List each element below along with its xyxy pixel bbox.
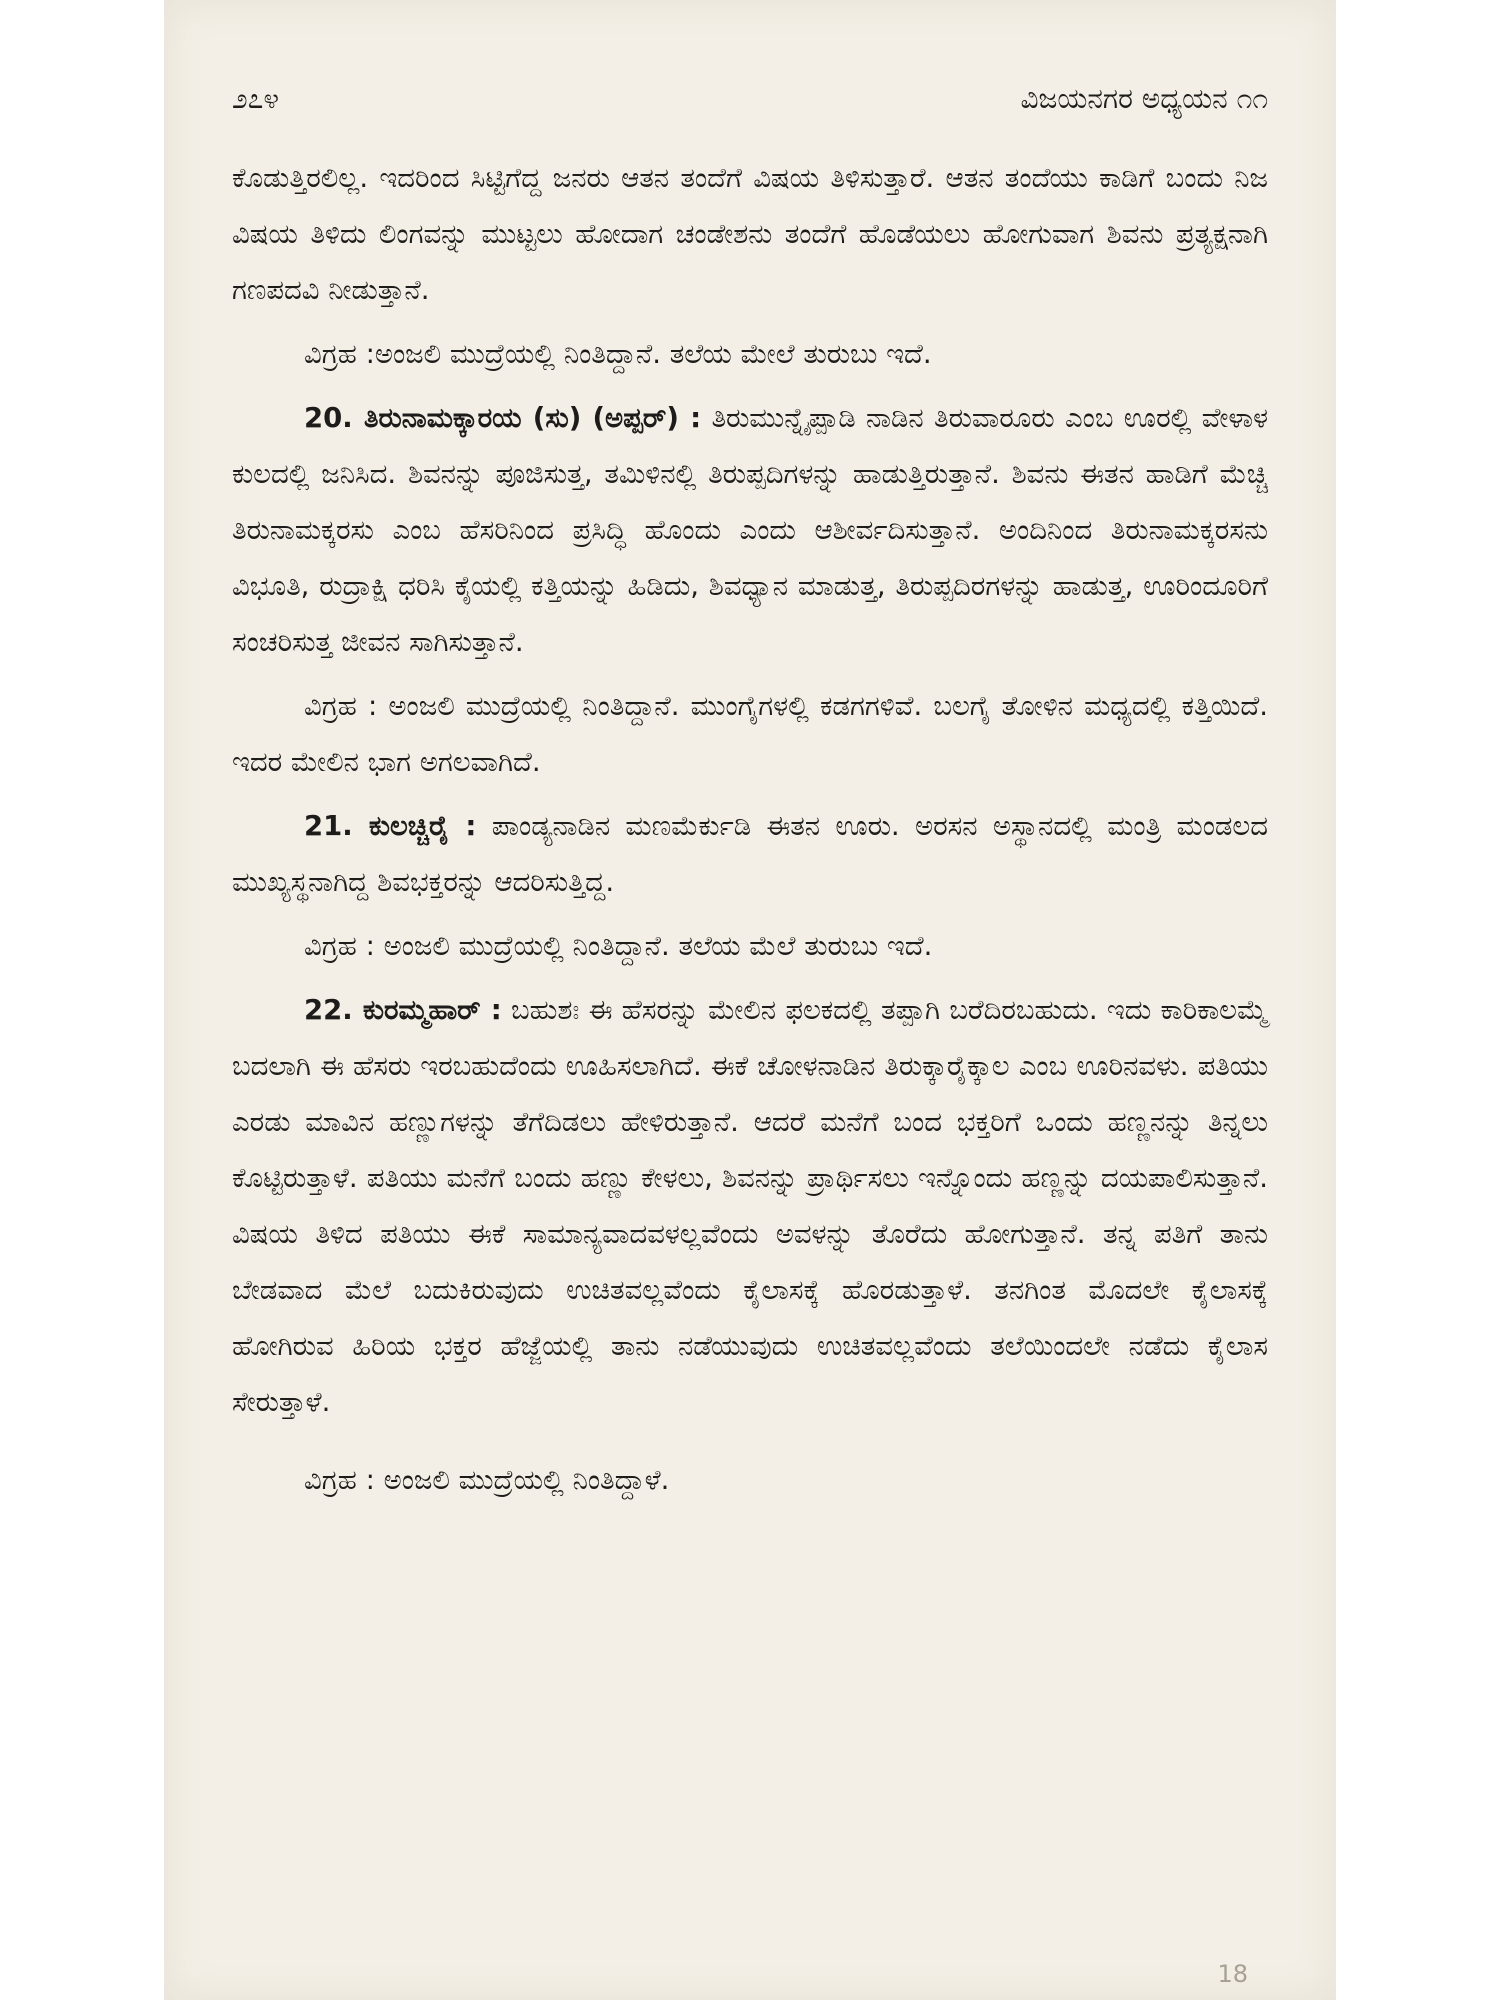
paragraph-vigraha-1 <box>232 326 1268 382</box>
paragraph-vigraha-4 <box>232 1452 1268 1508</box>
entry-heading: 20. ತಿರುನಾಮಕ್ಕಾರಯ (ಸು) (ಅಪ್ಪರ್) : <box>304 402 702 434</box>
paragraph-text: ಕೊಡುತ್ತಿರಲಿಲ್ಲ. ಇದರಿಂದ ಸಿಟ್ಟಿಗೆದ್ದ ಜನರು ಆತನ ತಂದೆಗೆ ವಿಷಯ ತಿಳಿಸುತ್ತಾರೆ. ಆತನ ತಂದೆಯು ಕಾಡಿಗೆ ಬಂದು ನಿಜ ವಿಷಯ ತಿಳಿದು ಲಿಂಗವನ್ನು ಮುಟ್ಟಲು ಹೋದಾಗ ಚಂಡೇಶನು ತಂದೆಗೆ ಹೊಡೆಯಲು ಹೋಗುವಾಗ ಶಿವನು ಪ್ರತ್ಯಕ್ಷನಾಗಿ ಗಣಪದವಿ ನೀಡುತ್ತಾನೆ. <box>232 162 1268 306</box>
paragraph-text: ತಿರುಮುನ್ನೈಪ್ಪಾಡಿ ನಾಡಿನ ತಿರುವಾರೂರು ಎಂಬ ಊರಲ್ಲಿ ವೇಳಾಳ ಕುಲದಲ್ಲಿ ಜನಿಸಿದ. ಶಿವನನ್ನು ಪೂಜಿಸುತ್ತ, ತಮಿಳಿನಲ್ಲಿ ತಿರುಪ್ಪದಿಗಳನ್ನು ಹಾಡುತ್ತಿರುತ್ತಾನೆ. ಶಿವನು ಈತನ ಹಾಡಿಗೆ ಮೆಚ್ಚಿ ತಿರುನಾಮಕ್ಕರಸು ಎಂಬ ಹೆಸರಿನಿಂದ ಪ್ರಸಿದ್ಧಿ ಹೊಂದು ಎಂದು ಆಶೀರ್ವದಿಸುತ್ತಾನೆ. ಅಂದಿನಿಂದ ತಿರುನಾಮಕ್ಕರಸನು ವಿಭೂತಿ, ರುದ್ರಾಕ್ಷಿ ಧರಿಸಿ ಕೈಯಲ್ಲಿ ಕತ್ತಿಯನ್ನು ಹಿಡಿದು, ಶಿವಧ್ಯಾನ ಮಾಡುತ್ತ, ತಿರುಪ್ಪದಿರಗಳನ್ನು ಹಾಡುತ್ತ, ಊರಿಂದೂರಿಗೆ ಸಂಚರಿಸುತ್ತ ಜೀವನ ಸಾಗಿಸುತ್ತಾನೆ. <box>232 402 1268 658</box>
paragraph-entry-20 <box>232 390 1268 670</box>
entry-heading: 21. ಕುಲಚ್ಚಿರೈ : <box>304 810 477 842</box>
page-number: ೨೭೪ <box>232 82 280 115</box>
paragraph-entry-21 <box>232 798 1268 910</box>
paragraph-text: ವಿಗ್ರಹ :ಅಂಜಲಿ ಮುದ್ರೆಯಲ್ಲಿ ನಿಂತಿದ್ದಾನೆ. ತಲೆಯ ಮೇಲೆ ತುರುಬು ಇದೆ. <box>304 338 932 370</box>
footer-page-mark: 18 <box>1217 1960 1248 1988</box>
paragraph-text: ವಿಗ್ರಹ : ಅಂಜಲಿ ಮುದ್ರೆಯಲ್ಲಿ ನಿಂತಿದ್ದಾಳೆ. <box>304 1464 670 1496</box>
running-title: ವಿಜಯನಗರ ಅಧ್ಯಯನ ೧೧ <box>1020 82 1268 115</box>
paragraph-chandesha-end <box>232 150 1268 318</box>
paragraph-text: ಬಹುಶಃ ಈ ಹೆಸರನ್ನು ಮೇಲಿನ ಫಲಕದಲ್ಲಿ ತಪ್ಪಾಗಿ ಬರೆದಿರಬಹುದು. ಇದು ಕಾರಿಕಾಲಮ್ಮೆ ಬದಲಾಗಿ ಈ ಹೆಸರು ಇರಬಹುದೆಂದು ಊಹಿಸಲಾಗಿದೆ. ಈಕೆ ಚೋಳನಾಡಿನ ತಿರುಕ್ಕಾರೈಕ್ಕಾಲ ಎಂಬ ಊರಿನವಳು. ಪತಿಯು ಎರಡು ಮಾವಿನ ಹಣ್ಣುಗಳನ್ನು ತೆಗೆದಿಡಲು ಹೇಳಿರುತ್ತಾನೆ. ಆದರೆ ಮನೆಗೆ ಬಂದ ಭಕ್ತರಿಗೆ ಒಂದು ಹಣ್ಣನನ್ನು ತಿನ್ನಲು ಕೊಟ್ಟಿರುತ್ತಾಳೆ. ಪತಿಯು ಮನೆಗೆ ಬಂದು ಹಣ್ಣು ಕೇಳಲು, ಶಿವನನ್ನು ಪ್ರಾರ್ಥಿಸಲು ಇನ್ನೊಂದು ಹಣ್ಣನ್ನು ದಯಪಾಲಿಸುತ್ತಾನೆ. ವಿಷಯ ತಿಳಿದ ಪತಿಯು ಈಕೆ ಸಾಮಾನ್ಯವಾದವಳಲ್ಲವೆಂದು ಅವಳನ್ನು ತೊರೆದು ಹೋಗುತ್ತಾನೆ. ತನ್ನ ಪತಿಗೆ ತಾನು ಬೇಡವಾದ ಮೆಲೆ ಬದುಕಿರುವುದು ಉಚಿತವಲ್ಲವೆಂದು ಕೈಲಾಸಕ್ಕೆ ಹೊರಡುತ್ತಾಳೆ. ತನಗಿಂತ ಮೊದಲೇ ಕೈಲಾಸಕ್ಕೆ ಹೋಗಿರುವ ಹಿರಿಯ ಭಕ್ತರ ಹೆಜ್ಜೆಯಲ್ಲಿ ತಾನು ನಡೆಯುವುದು ಉಚಿತವಲ್ಲವೆಂದು ತಲೆಯಿಂದಲೇ ನಡೆದು ಕೈಲಾಸ ಸೇರುತ್ತಾಳೆ. <box>232 994 1268 1418</box>
entry-heading: 22. ಕುರಮ್ಮಹಾರ್ : <box>304 994 502 1026</box>
book-page <box>164 0 1336 2000</box>
paragraph-text: ಪಾಂಡ್ಯನಾಡಿನ ಮಣಮೆರ್ಕುಡಿ ಈತನ ಊರು. ಅರಸನ ಅಸ್ಥಾನದಲ್ಲಿ ಮಂತ್ರಿ ಮಂಡಲದ ಮುಖ್ಯಸ್ಥನಾಗಿದ್ದ ಶಿವಭಕ್ತರನ್ನು ಆದರಿಸುತ್ತಿದ್ದ. <box>232 810 1268 898</box>
page-body <box>232 150 1268 1516</box>
paragraph-text: ವಿಗ್ರಹ : ಅಂಜಲಿ ಮುದ್ರೆಯಲ್ಲಿ ನಿಂತಿದ್ದಾನೆ. ತಲೆಯ ಮೆಲೆ ತುರುಬು ಇದೆ. <box>304 930 933 962</box>
paragraph-entry-22 <box>232 982 1268 1430</box>
page-header <box>232 82 1268 122</box>
paragraph-vigraha-3 <box>232 918 1268 974</box>
paragraph-vigraha-2 <box>232 678 1268 790</box>
paragraph-text: ವಿಗ್ರಹ : ಅಂಜಲಿ ಮುದ್ರೆಯಲ್ಲಿ ನಿಂತಿದ್ದಾನೆ. ಮುಂಗೈಗಳಲ್ಲಿ ಕಡಗಗಳಿವೆ. ಬಲಗೈ ತೋಳಿನ ಮಧ್ಯದಲ್ಲಿ ಕತ್ತಿಯಿದೆ. ಇದರ ಮೇಲಿನ ಭಾಗ ಅಗಲವಾಗಿದೆ. <box>232 690 1268 778</box>
